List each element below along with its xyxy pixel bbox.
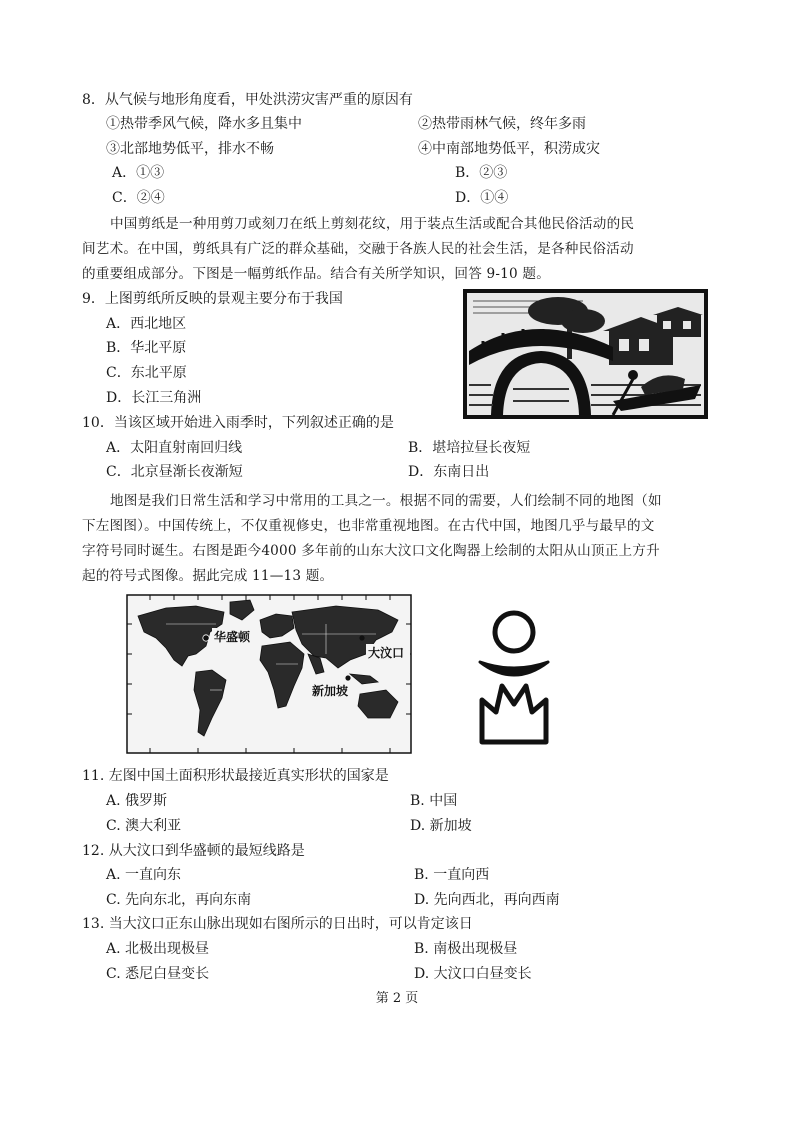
q10-option-d[interactable]: D．东南日出 <box>408 464 490 480</box>
q8-option-c[interactable]: C．②④ <box>112 190 165 206</box>
passage1-line-1: 中国剪纸是一种用剪刀或刻刀在纸上剪刻花纹，用于装点生活或配合其他民俗活动的民 <box>110 216 635 232</box>
q13-option-c[interactable]: C. 悉尼白昼变长 <box>106 966 210 982</box>
washington-label: 华盛顿 <box>214 630 251 644</box>
dawenkou-label: 大汶口 <box>368 646 405 660</box>
q9-option-b[interactable]: B．华北平原 <box>106 340 187 356</box>
q8-item-4: ④中南部地势低平，积涝成灾 <box>418 141 600 157</box>
dawenkou-symbol <box>474 608 554 750</box>
q9-stem: 9．上图剪纸所反映的景观主要分布于我国 <box>82 291 343 307</box>
passage2-line-4: 起的符号式图像。据此完成 11—13 题。 <box>82 568 334 584</box>
q8-item-1: ①热带季风气候，降水多且集中 <box>106 116 302 132</box>
q8-item-2: ②热带雨林气候，终年多雨 <box>418 116 586 132</box>
q11-option-c[interactable]: C. 澳大利亚 <box>106 818 182 834</box>
q11-option-a[interactable]: A. 俄罗斯 <box>106 793 168 809</box>
passage1-line-3: 的重要组成部分。下图是一幅剪纸作品。结合有关所学知识，回答 9-10 题。 <box>82 266 550 282</box>
q13-option-a[interactable]: A. 北极出现极昼 <box>106 941 210 957</box>
q8-option-a[interactable]: A．①③ <box>112 165 165 181</box>
q8-item-3: ③北部地势低平，排水不畅 <box>106 141 274 157</box>
q9-option-a[interactable]: A．西北地区 <box>106 316 187 332</box>
q10-option-c[interactable]: C．北京昼渐长夜渐短 <box>106 464 243 480</box>
q8-stem: 8．从气候与地形角度看，甲处洪涝灾害严重的原因有 <box>82 92 413 108</box>
q11-option-b[interactable]: B. 中国 <box>410 793 458 809</box>
singapore-label: 新加坡 <box>312 684 349 698</box>
washington-marker <box>203 635 209 641</box>
paper-cut-illustration <box>463 289 708 419</box>
q12-option-b[interactable]: B. 一直向西 <box>414 867 490 883</box>
q11-option-d[interactable]: D. 新加坡 <box>410 818 472 834</box>
q12-option-a[interactable]: A. 一直向东 <box>106 867 182 883</box>
q13-stem: 13. 当大汶口正东山脉出现如右图所示的日出时，可以肯定该日 <box>82 916 473 932</box>
q10-option-b[interactable]: B．堪培拉昼长夜短 <box>408 440 531 456</box>
q11-stem: 11. 左图中国土面积形状最接近真实形状的国家是 <box>82 768 389 784</box>
passage2-line-1: 地图是我们日常生活和学习中常用的工具之一。根据不同的需要，人们绘制不同的地图（如 <box>110 493 662 509</box>
q10-stem: 10．当该区域开始进入雨季时，下列叙述正确的是 <box>82 415 394 431</box>
passage1-line-2: 间艺术。在中国，剪纸具有广泛的群众基础，交融于各族人民的社会生活，是各种民俗活动 <box>82 241 634 257</box>
q12-stem: 12. 从大汶口到华盛顿的最短线路是 <box>82 843 305 859</box>
singapore-marker <box>345 675 350 680</box>
page-number: 第 2 页 <box>375 991 419 1006</box>
q12-option-c[interactable]: C. 先向东北，再向东南 <box>106 892 252 908</box>
passage2-line-3: 字符号同时诞生。右图是距今4000 多年前的山东大汶口文化陶器上绘制的太阳从山顶正上方升 <box>82 543 660 559</box>
q13-option-d[interactable]: D. 大汶口白昼变长 <box>414 966 532 982</box>
world-map <box>126 594 412 754</box>
dawenkou-marker <box>359 635 364 640</box>
passage2-line-2: 下左图图）。中国传统上，不仅重视修史，也非常重视地图。在古代中国，地图几乎与最早的文 <box>82 518 655 534</box>
q10-option-a[interactable]: A．太阳直射南回归线 <box>106 440 243 456</box>
q9-option-d[interactable]: D．长江三角洲 <box>106 390 202 406</box>
q8-option-d[interactable]: D．①④ <box>455 190 509 206</box>
q13-option-b[interactable]: B. 南极出现极昼 <box>414 941 518 957</box>
q9-option-c[interactable]: C．东北平原 <box>106 365 187 381</box>
q12-option-d[interactable]: D. 先向西北，再向西南 <box>414 892 560 908</box>
q8-option-b[interactable]: B．②③ <box>455 165 508 181</box>
